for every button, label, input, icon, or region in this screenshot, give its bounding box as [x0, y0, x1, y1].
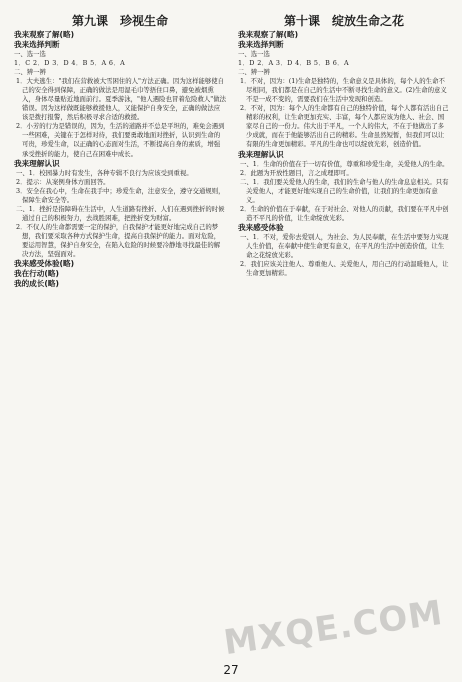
left-under-p4: 2．不仅人的生命都需要一定的保护，自我保护才能更好地完成自己的梦想，我们要采取各种方式保护生命，提高自我保护的能力。面对危险，要运用智慧，保护自身安全，在陷入危险的时候要冷静地寻找最佳的解决方法，坚强面对。: [16, 222, 221, 258]
left-sec-judge: 我来选择判断: [14, 40, 60, 49]
page-number: 27: [223, 663, 239, 677]
left-sec-observe: 我来观察了解(略): [14, 30, 75, 39]
right-under-p3: 2．生命的价值在于奉献，在于对社会、对他人的贡献，我们要在平凡中创造不平凡的价值，让生命绽放光彩。: [240, 204, 449, 222]
lesson-10-title: 第十课 绽放生命之花: [283, 14, 404, 28]
right-judge-p4: 2．不对，因为：每个人的生命都有自己的独特价值，每个人都有活出自己精彩的权利，让生命更加充实、丰富，每个人都应该为他人、社会、国家尽自己的一份力。伟大出于平凡，一个人的伟大，不在于他做出了多少成就，而在于他能够活出自己的精彩。生命虽然短暂，但我们可以让有限的生命更加精彩。平凡的生命也可以绽放光彩，创造价值。: [240, 104, 449, 149]
left-judge-p3: 1．大夫逃生："我们在营救被大雪困住的人"方法正确。因为这样能够使自己的安全得到保障，正确的做法是用湿毛巾等捂住口鼻，避免被烟熏入，身体尽量贴近地面前行。夏季游泳，"他人遇险也冒着危险救人"做法错误。因为这样做既能够救援他人，又能保护自身安全，正确的做法应该是拨打报警，然后积极寻求合适的救援。: [16, 77, 226, 122]
left-sec-action: 我在行动(略): [14, 269, 59, 279]
right-under-p1: 2．此题为开放性题目，言之成理即可。: [240, 168, 353, 177]
left-under-p1: 2．提示：从案例身体方面回答。: [16, 177, 110, 186]
left-column: [14, 14, 226, 289]
right-judge-p2: 二、辨一辨: [238, 68, 270, 77]
left-judge-p2: 二、辨一辨: [14, 68, 46, 77]
right-judge-answers: 1．D 2．A 3．D 4．B 5．B 6．A: [238, 59, 349, 68]
right-under-p0: 一、1．生命的价值在于一切有价值，尊重和珍爱生命，关爱他人的生命。: [240, 159, 449, 168]
lesson-9-title: 第九课 珍视生命: [71, 14, 168, 28]
right-judge-p0: 一、选一选: [238, 50, 270, 58]
left-sec-growth: 我的成长(略): [14, 279, 59, 289]
left-sec-feel: 我来感受体验(略): [14, 259, 75, 269]
left-under-p2: 3．安全在我心中，生命在我手中；珍爱生命，注意安全，遵守交通规则，保障生命安全等。: [16, 186, 225, 204]
left-under-p0: 一、1．校园暴力时有发生，各种专辑不良行为应该受到重视。: [16, 168, 193, 177]
right-judge-p3: 1．不对，因为：(1)生命是独特的，生命意义是具体的，每个人的生命不尽相同，我们都是在自己的生活中不断寻找生命的意义。(2)生命的意义不是一成不变的，需要我们在生活中发现和创造。: [240, 77, 447, 104]
right-column: [238, 14, 450, 278]
right-sec-understand: 我来理解认识: [238, 149, 284, 159]
left-judge-answers: 1．C 2．D 3．D 4．B 5．A 6．A: [14, 59, 126, 68]
left-judge-p4: 2．小芳的行为是错误的，因为，生活的道路并不总是平坦的，难免会遇到一些困难，关键在于怎样对待，我们要勇敢地面对挫折，认识到生命的可贵，珍爱生命，以正确的心态面对生活，不断提高自身的素质，增强承受挫折的能力，使自己在困难中成长。: [16, 122, 225, 158]
right-under-p2: 二、1．我们要关爱他人的生命，我们的生命与他人的生命息息相关。只有关爱他人，才能更好地实现自己的生命价值，让我们的生命更加有意义。: [240, 177, 449, 204]
site-watermark: MXQE.COM: [221, 592, 446, 664]
right-sec-feel: 我来感受体验: [238, 222, 284, 232]
left-under-p3: 二、1．挫折是指障碍在生活中，人生道路有挫折、人们在遇到挫折的时候通过自己的积极努力，去战胜困难，把挫折变为财富。: [16, 204, 225, 222]
right-feel-p0: 一、1．不对，爱你去爱别人，为社会、为人民奉献，在生活中要努力实现人生价值，在奉献中使生命更有意义，在平凡的生活中创造价值，让生命之花绽放光彩。: [240, 232, 449, 259]
left-sec-understand: 我来理解认识: [14, 158, 60, 168]
right-feel-p1: 2．我们应该关注他人、尊重他人、关爱他人，用自己的行动温暖他人，让生命更加精彩。: [240, 259, 449, 278]
right-sec-observe: 我来观察了解(略): [238, 30, 299, 39]
left-judge-p0: 一、选一选: [14, 50, 46, 58]
right-sec-judge: 我来选择判断: [238, 40, 284, 49]
